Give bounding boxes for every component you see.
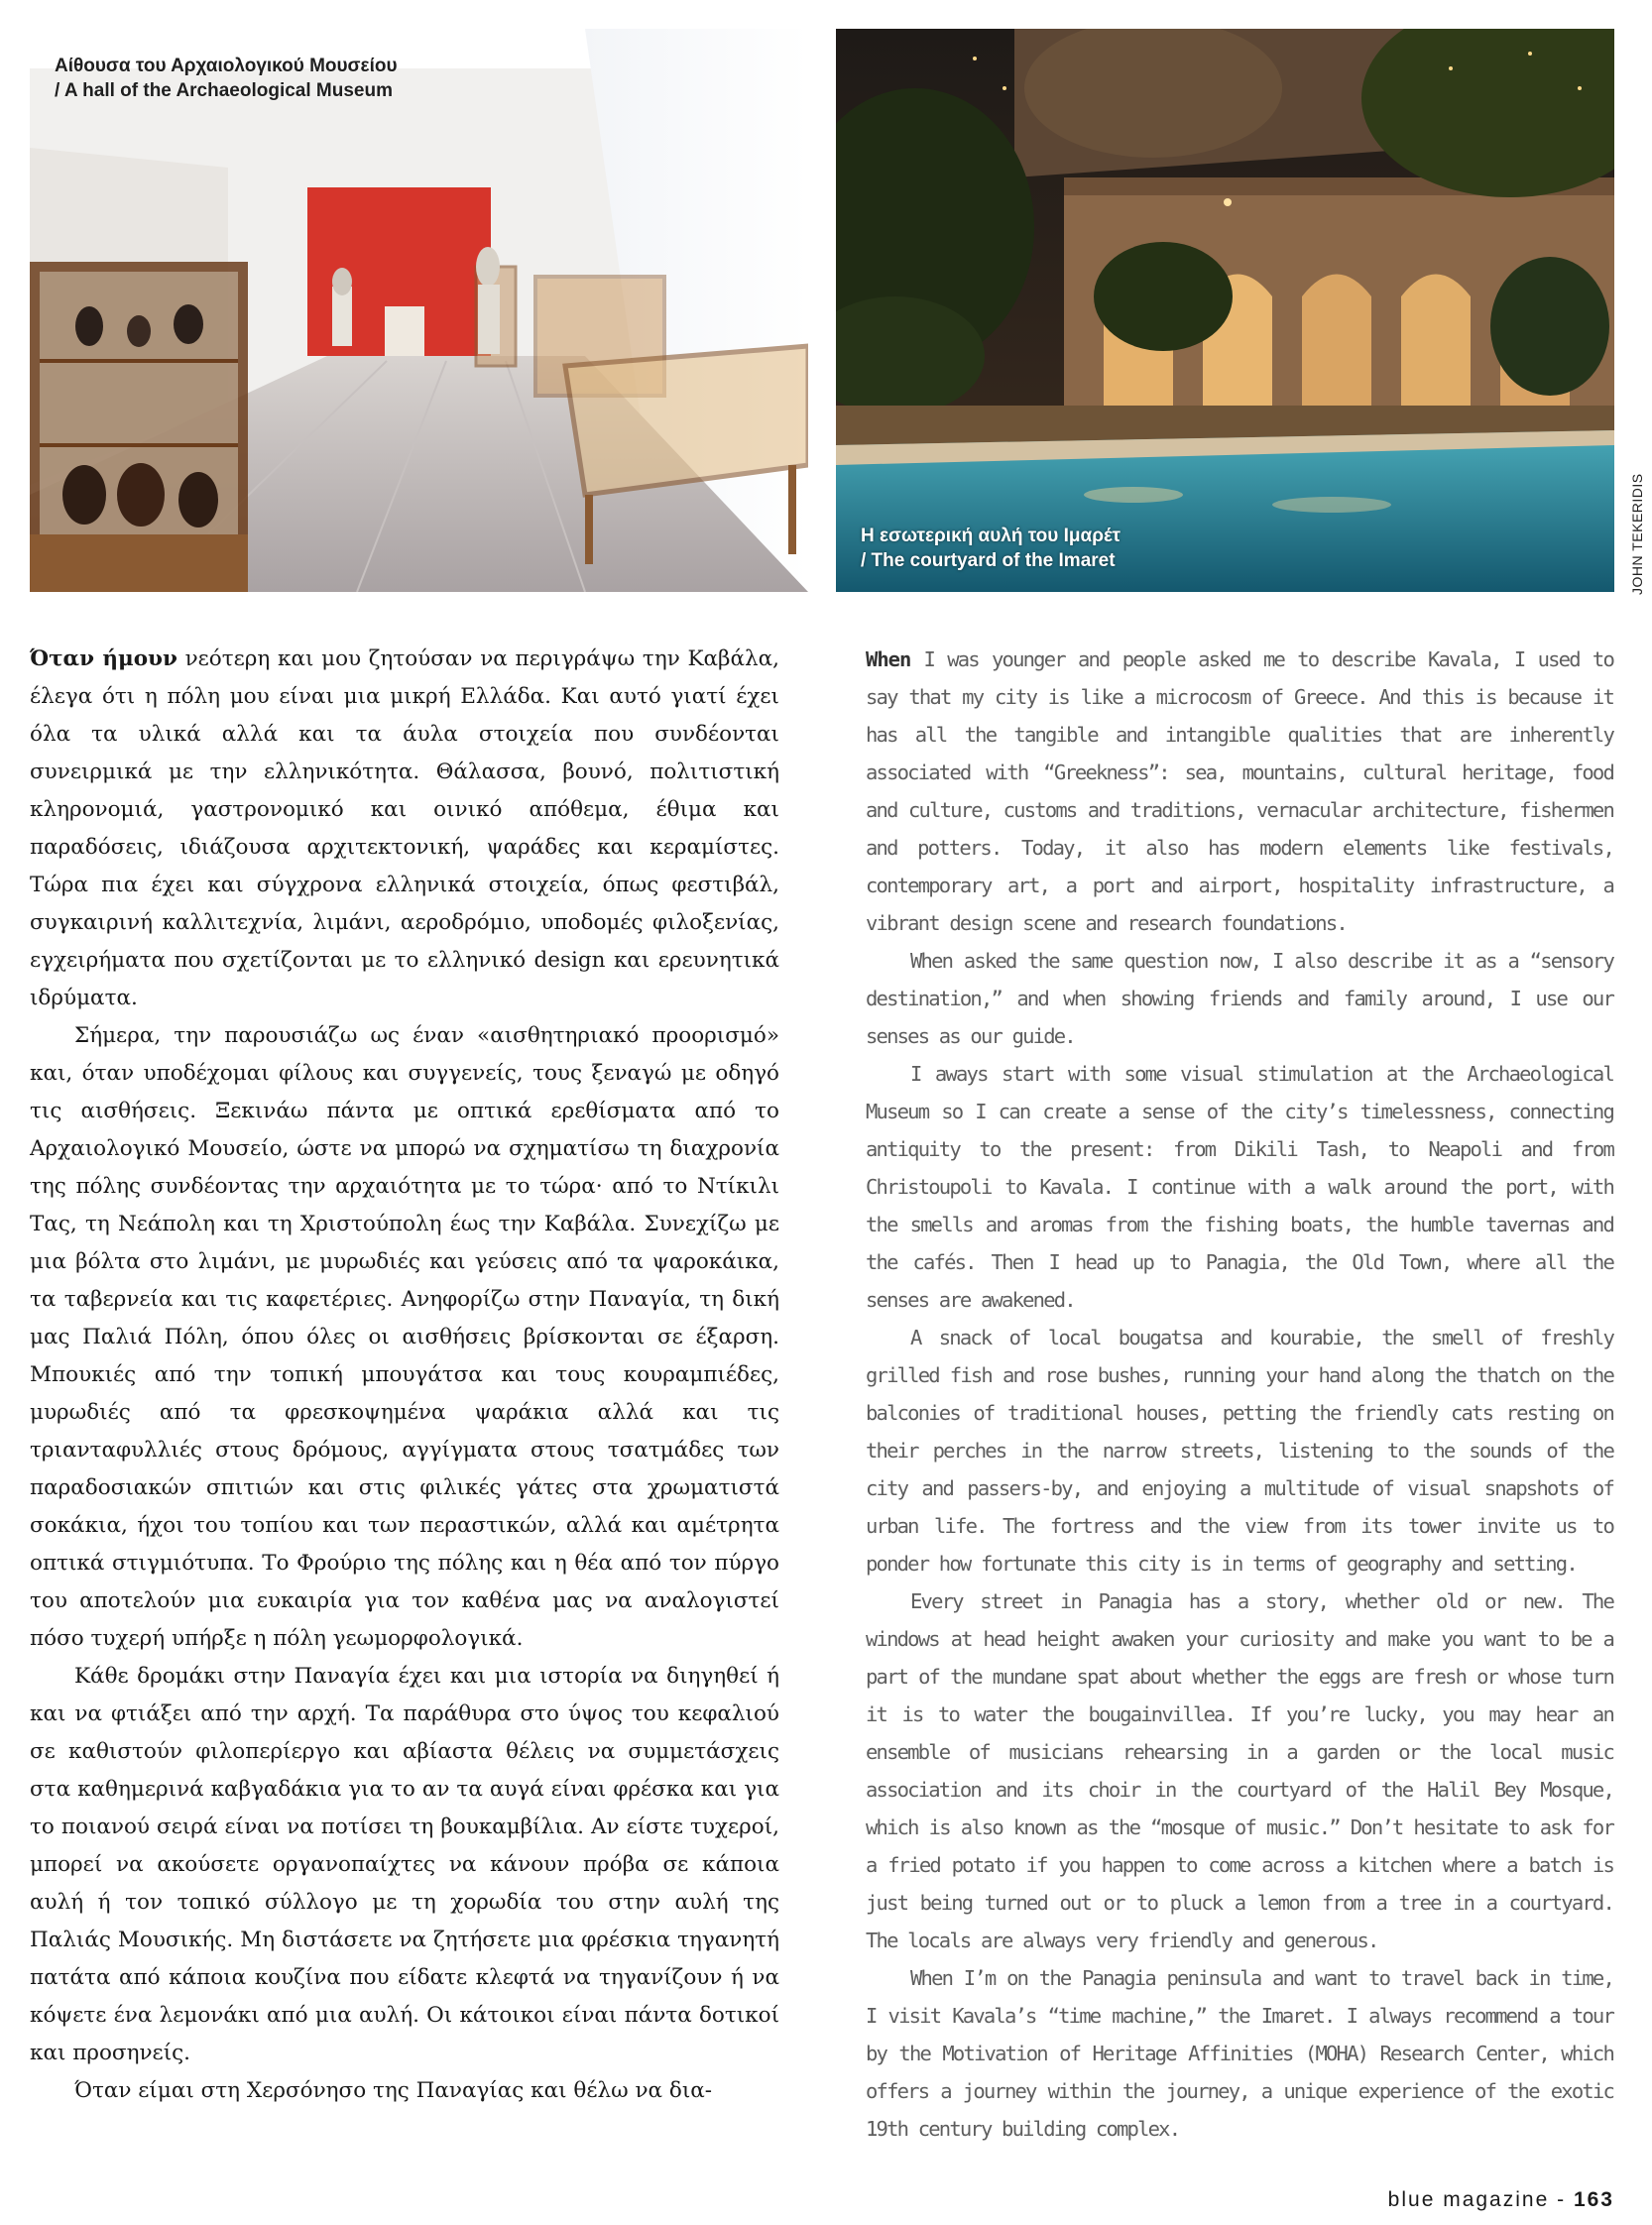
museum-caption-english: / A hall of the Archaeological Museum xyxy=(55,80,393,101)
museum-hall-photo xyxy=(30,29,808,592)
english-paragraph-1 xyxy=(866,641,1613,942)
page-footer xyxy=(1388,2188,1614,2212)
greek-paragraph-2: Σήμερα, την παρουσιάζω ως έναν «αισθητηριακό προορισμό» και, όταν υποδέχομαι φίλους και συγγενείς, τους ξεναγώ με οδηγό τις αισθήσεις. Ξεκινάω πάντα με οπτικά ερεθίσματα από το Αρχαιολογικό Μουσείο, ώστε να μπορώ να σχηματίσω τη διαχρονία της πόλης συνδέοντας την αρχαιότητα με το τώρα· από το Ντίκιλι Τας, τη Νεάπολη και τη Χριστούπολη έως την Καβάλα. Συνεχίζω με μια βόλτα στο λιμάνι, με μυρωδιές και γεύσεις από τα ψαροκάικα, τα ταβερνεία και τις καφετέριες. Ανηφορίζω στην Παναγία, τη δική μας Παλιά Πόλη, όπου όλες οι αισθήσεις βρίσκονται σε έξαρση. Μπουκιές από την τοπική μπουγάτσα και τους κουραμπιέδες, μυρωδιές από τα φρεσκοψημένα ψαράκια αλλά και τις τριανταφυλλιές στους δρόμους, αγγίγματα στους τσατμάδες των παραδοσιακών σπιτιών και στις φιλικές γάτες στα χρωματιστά σοκάκια, ήχοι του τοπίου και των περαστικών, αλλά και αμέτρητα οπτικά στιγμιότυπα. Το Φρούριο της πόλης και η θέα από τον πύργο του αποτελούν μια ευκαιρία για τον καθένα μας να αναλογιστεί πόσο τυχερή υπήρξε η πόλη γεωμορφολογικά. xyxy=(30,1023,779,1651)
english-paragraph-3: I aways start with some visual stimulation at the Archaeological Museum so I can create a sense of the city’s timelessness, connecting antiquity to the present: from Dikili Tash, to Neapoli and from Christoupoli to Kavala. I continue with a walk around the port, with the smells and aromas from the fishing boats, the humble tavernas and the cafés. Then I head up to Panagia, the Old Town, where all the senses are awakened. xyxy=(866,1062,1613,1312)
imaret-courtyard-photo xyxy=(836,29,1614,592)
museum-hall-illustration xyxy=(30,29,808,592)
imaret-caption-greek: Η εσωτερική αυλή του Ιμαρέτ xyxy=(861,526,1121,546)
footer-separator: - xyxy=(1557,2188,1567,2211)
magazine-name: blue magazine xyxy=(1387,2188,1550,2211)
imaret-photo-caption xyxy=(861,524,1121,573)
museum-caption-greek: Αίθουσα του Αρχαιολογικού Μουσείου xyxy=(55,56,398,76)
english-lead-in: When xyxy=(866,647,911,671)
greek-article-column xyxy=(30,641,779,2110)
english-paragraph-1-text: I was younger and people asked me to describe Kavala, I used to say that my city is like a microcosm of Greece. And this is because it has all the tangible and intangible qualities that are inherently associated with “Greekness”: sea, mountains, cultural heritage, food and culture, customs and traditions, vernacular architecture, fishermen and potters. Today, it also has modern elements like festivals, contemporary art, a port and airport, hospitality infrastructure, a vibrant design scene and research foundations. xyxy=(866,647,1613,935)
english-paragraph-5: Every street in Panagia has a story, whether old or new. The windows at head height awaken your curiosity and make you want to be a part of the mundane spat about whether the eggs are fresh or whose turn it is to water the bougainvillea. If you’re lucky, you may hear an ensemble of musicians rehearsing in a garden or the local music association and its choir in the courtyard of the Halil Bey Mosque, which is also known as the “mosque of music.” Don’t hesitate to ask for a fried potato if you happen to come across a kitchen where a batch is just being turned out or to pluck a lemon from a tree in a courtyard. The locals are always very friendly and generous. xyxy=(866,1589,1613,1952)
english-paragraph-2: When asked the same question now, I also describe it as a “sensory destination,” and when showing friends and family around, I use our senses as our guide. xyxy=(866,949,1613,1048)
photo-credit: JOHN TEKERIDIS xyxy=(1629,473,1645,595)
greek-paragraph-4: Όταν είμαι στη Χερσόνησο της Παναγίας και θέλω να δια- xyxy=(74,2078,713,2103)
english-paragraph-4: A snack of local bougatsa and kourabie, the smell of freshly grilled fish and rose bushes, running your hand along the thatch on the balconies of traditional houses, petting the friendly cats resting on their perches in the narrow streets, listening to the sounds of the city and passers-by, and enjoying a multitude of visual snapshots of urban life. The fortress and the view from its tower invite us to ponder how fortunate this city is in terms of geography and setting. xyxy=(866,1326,1613,1576)
greek-paragraph-1 xyxy=(30,641,779,1017)
english-paragraph-6: When I’m on the Panagia peninsula and want to travel back in time, I visit Kavala’s “time machine,” the Imaret. I always recommend a tour by the Motivation of Heritage Affinities (MOHA) Research Center, which offers a journey within the journey, a unique experience of the exotic 19th century building complex. xyxy=(866,1966,1613,2141)
museum-photo-caption xyxy=(55,54,398,103)
greek-paragraph-1-text: νεότερη και μου ζητούσαν να περιγράψω την Καβάλα, έλεγα ότι η πόλη μου είναι μια μικρή Ελλάδα. Και αυτό γιατί έχει όλα τα υλικά αλλά και τα άυλα στοιχεία που συνδέονται συνειρμικά με την ελληνικότητα. Θάλασσα, βουνό, πολιτιστική κληρονομιά, γαστρονομικό και οινικό απόθεμα, έθιμα και παραδόσεις, ιδιάζουσα αρχιτεκτονική, ψαράδες και κεραμίστες. Τώρα πια έχει και σύγχρονα ελληνικά στοιχεία, όπως φεστιβάλ, συγκαιρινή καλλιτεχνία, λιμάνι, αεροδρόμιο, υποδομές φιλοξενίας, εγχειρήματα που σχετίζονται με το ελληνικό design και ερευνητικά ιδρύματα. xyxy=(30,646,779,1010)
imaret-caption-english: / The courtyard of the Imaret xyxy=(861,550,1116,571)
greek-paragraph-3: Κάθε δρομάκι στην Παναγία έχει και μια ιστορία να διηγηθεί ή και να φτιάξει από την αρχή. Τα παράθυρα στο ύψος του κεφαλιού σε καθιστούν φιλοπερίεργο και αβίαστα θέλεις να συμμετάσχεις στα καθημερινά καβγαδάκια για το αν τα αυγά είναι φρέσκα και για το ποιανού σειρά είναι να ποτίσει τη βουκαμβίλια. Αν είστε τυχεροί, μπορεί να ακούσετε οργανοπαίχτες να κάνουν πρόβα σε κάποια αυλή ή τον τοπικό σύλλογο με τη χορωδία του στην αυλή της Παλιάς Μουσικής. Μη διστάσετε να ζητήσετε μια φρέσκια τηγανητή πατάτα από κάποια κουζίνα που είδατε κλεφτά να τηγανίζουν ή να κόψετε ένα λεμονάκι από μια αυλή. Οι κάτοικοι είναι πάντα δοτικοί και προσηνείς. xyxy=(30,1664,779,2065)
page-number: 163 xyxy=(1573,2188,1614,2211)
english-article-column xyxy=(866,641,1613,2148)
greek-lead-in: Όταν ήμουν xyxy=(30,646,177,671)
imaret-courtyard-illustration xyxy=(836,29,1614,592)
